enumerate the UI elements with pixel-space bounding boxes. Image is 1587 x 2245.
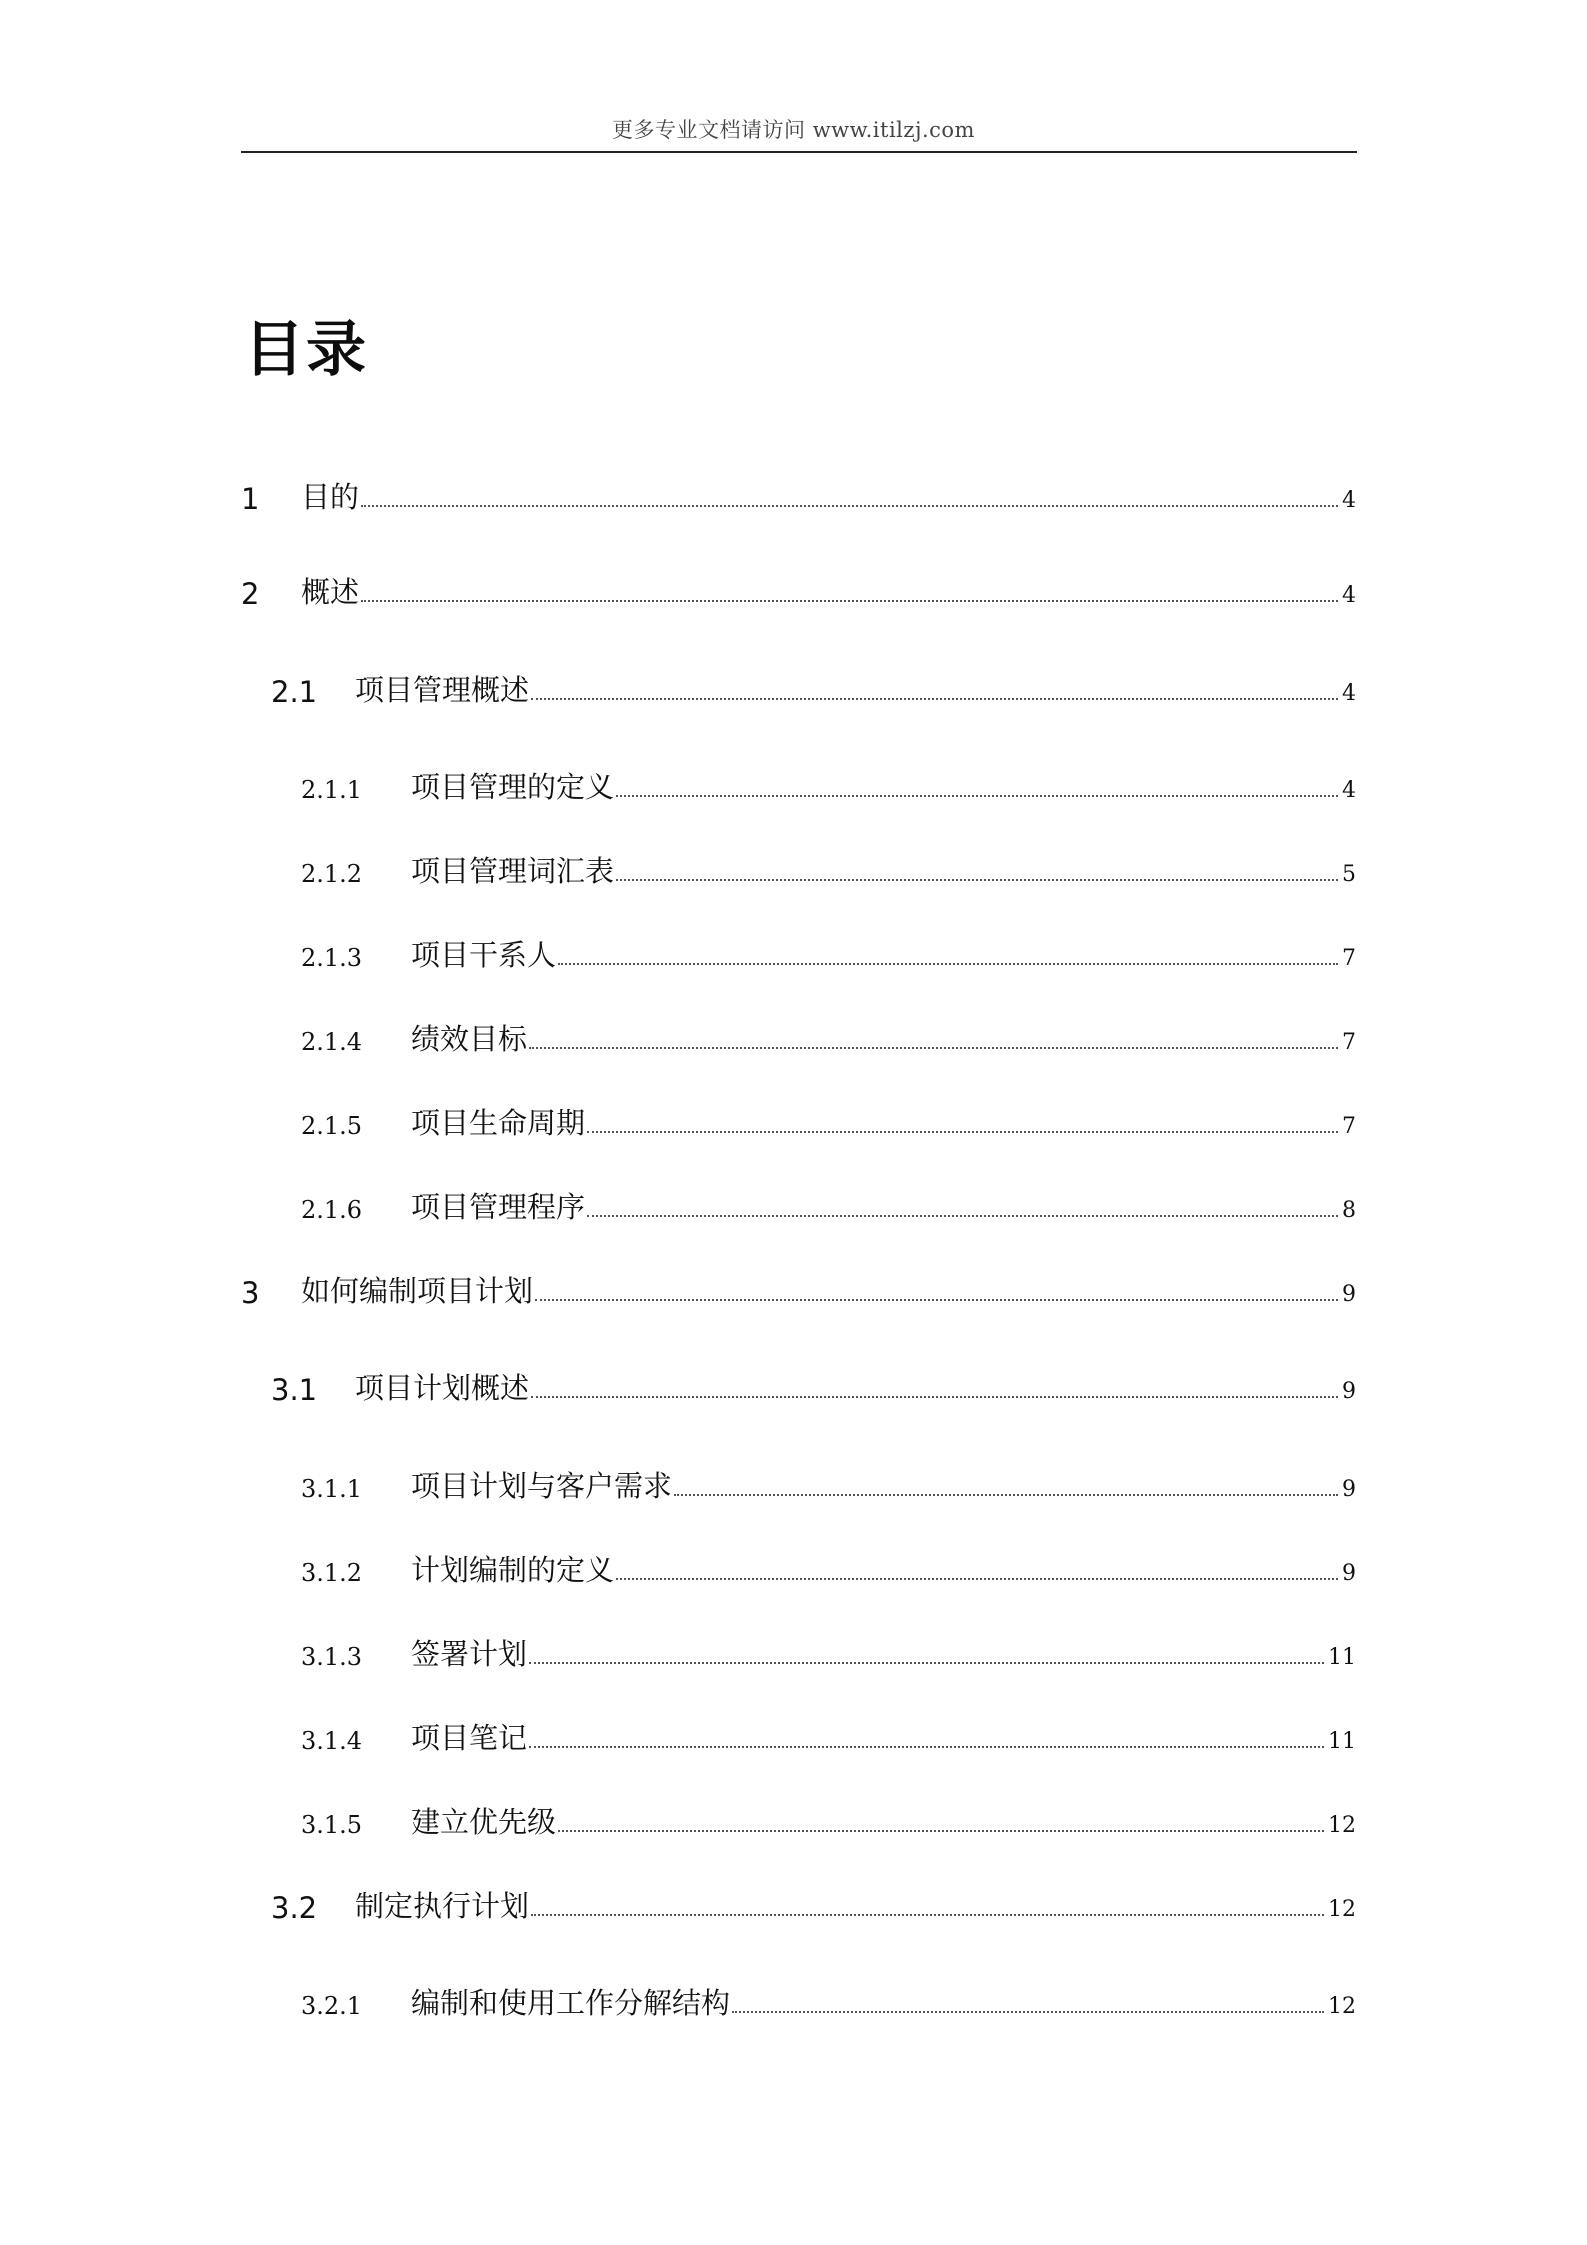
toc-entry-page: 9 xyxy=(1342,1477,1356,1502)
dot-leader xyxy=(587,1131,1338,1133)
dot-leader xyxy=(616,879,1338,881)
dot-leader xyxy=(616,795,1338,797)
toc-entry-page: 4 xyxy=(1342,488,1356,513)
toc-entry-3-2[interactable] xyxy=(241,1885,1356,1925)
page-header: 更多专业文档请访问 www.itilzj.com xyxy=(612,118,975,142)
toc-entry-2-1[interactable] xyxy=(241,669,1356,709)
toc-entry-3-2-1[interactable] xyxy=(241,1982,1356,2022)
toc-entry-3-1-5[interactable] xyxy=(241,1801,1356,1841)
toc-entry-3[interactable] xyxy=(241,1270,1356,1310)
dot-leader xyxy=(529,1047,1338,1049)
toc-entry-number: 3 xyxy=(241,1276,260,1310)
dot-leader xyxy=(732,2011,1324,2013)
toc-entry-number: 2.1.2 xyxy=(301,860,363,888)
toc-heading: 目录 xyxy=(244,315,368,385)
toc-entry-title: 编制和使用工作分解结构 xyxy=(411,1986,731,2020)
toc-entry-page: 11 xyxy=(1328,1645,1356,1670)
toc-entry-title: 项目计划概述 xyxy=(355,1371,530,1405)
toc-entry-title: 概述 xyxy=(301,575,360,609)
dot-leader xyxy=(558,963,1338,965)
toc-entry-number: 2.1.3 xyxy=(301,944,363,972)
dot-leader xyxy=(674,1494,1338,1496)
toc-entry-page: 12 xyxy=(1328,1897,1356,1922)
toc-entry-title: 项目管理的定义 xyxy=(411,770,615,804)
toc-entry-title: 项目生命周期 xyxy=(411,1106,586,1140)
toc-entry-number: 3.1 xyxy=(271,1373,318,1407)
toc-entry-page: 12 xyxy=(1328,1994,1356,2019)
toc-entry-title: 目的 xyxy=(301,480,360,514)
toc-entry-3-1[interactable] xyxy=(241,1367,1356,1407)
toc-entry-title: 签署计划 xyxy=(411,1637,528,1671)
toc-entry-number: 3.1.5 xyxy=(301,1811,363,1839)
toc-entry-3-1-1[interactable] xyxy=(241,1465,1356,1505)
toc-entry-number: 2.1.6 xyxy=(301,1196,363,1224)
toc-entry-title: 项目计划与客户需求 xyxy=(411,1469,673,1503)
toc-entry-2-1-3[interactable] xyxy=(241,934,1356,974)
toc-entry-title: 建立优先级 xyxy=(411,1805,557,1839)
toc-entry-page: 9 xyxy=(1342,1379,1356,1404)
toc-entry-title: 项目管理概述 xyxy=(355,673,530,707)
toc-entry-2[interactable] xyxy=(241,571,1356,611)
toc-entry-number: 1 xyxy=(241,482,260,516)
toc-entry-title: 计划编制的定义 xyxy=(411,1553,615,1587)
toc-entry-page: 7 xyxy=(1342,1030,1356,1055)
dot-leader xyxy=(361,600,1338,602)
toc-entry-number: 3.1.3 xyxy=(301,1643,363,1671)
dot-leader xyxy=(531,1396,1338,1398)
toc-entry-page: 11 xyxy=(1328,1729,1356,1754)
toc-entry-2-1-5[interactable] xyxy=(241,1102,1356,1142)
toc-entry-page: 9 xyxy=(1342,1282,1356,1307)
dot-leader xyxy=(529,1662,1324,1664)
toc-entry-page: 4 xyxy=(1342,583,1356,608)
toc-entry-title: 制定执行计划 xyxy=(355,1889,530,1923)
toc-entry-title: 项目管理程序 xyxy=(411,1190,586,1224)
toc-entry-2-1-2[interactable] xyxy=(241,850,1356,890)
toc-entry-number: 3.2 xyxy=(271,1891,318,1925)
toc-entry-number: 3.2.1 xyxy=(301,1992,363,2020)
dot-leader xyxy=(535,1299,1338,1301)
toc-entry-page: 7 xyxy=(1342,1114,1356,1139)
dot-leader xyxy=(531,1914,1324,1916)
dot-leader xyxy=(361,505,1338,507)
toc-entry-page: 4 xyxy=(1342,778,1356,803)
toc-entry-2-1-4[interactable] xyxy=(241,1018,1356,1058)
toc-entry-number: 3.1.2 xyxy=(301,1559,363,1587)
toc-entry-title: 项目管理词汇表 xyxy=(411,854,615,888)
toc-entry-page: 7 xyxy=(1342,946,1356,971)
toc-entry-number: 2.1.1 xyxy=(301,776,363,804)
toc-entry-3-1-3[interactable] xyxy=(241,1633,1356,1673)
toc-entry-number: 2 xyxy=(241,577,260,611)
toc-entry-2-1-6[interactable] xyxy=(241,1186,1356,1226)
toc-entry-title: 如何编制项目计划 xyxy=(301,1274,534,1308)
toc-entry-3-1-4[interactable] xyxy=(241,1717,1356,1757)
toc-entry-title: 项目干系人 xyxy=(411,938,557,972)
toc-entry-1[interactable] xyxy=(241,476,1356,516)
toc-entry-number: 2.1.5 xyxy=(301,1112,363,1140)
dot-leader xyxy=(587,1215,1338,1217)
toc-entry-page: 4 xyxy=(1342,681,1356,706)
toc-entry-number: 2.1 xyxy=(271,675,318,709)
dot-leader xyxy=(529,1746,1324,1748)
toc-entry-number: 3.1.4 xyxy=(301,1727,363,1755)
toc-entry-3-1-2[interactable] xyxy=(241,1549,1356,1589)
toc-entry-title: 绩效目标 xyxy=(411,1022,528,1056)
toc-entry-page: 9 xyxy=(1342,1561,1356,1586)
toc-entry-number: 3.1.1 xyxy=(301,1475,363,1503)
toc-entry-number: 2.1.4 xyxy=(301,1028,363,1056)
dot-leader xyxy=(616,1578,1338,1580)
toc-entry-title: 项目笔记 xyxy=(411,1721,528,1755)
toc-entry-page: 12 xyxy=(1328,1813,1356,1838)
toc-entry-page: 5 xyxy=(1342,862,1356,887)
toc-entry-2-1-1[interactable] xyxy=(241,766,1356,806)
dot-leader xyxy=(558,1830,1324,1832)
toc-entry-page: 8 xyxy=(1342,1198,1356,1223)
dot-leader xyxy=(531,698,1338,700)
